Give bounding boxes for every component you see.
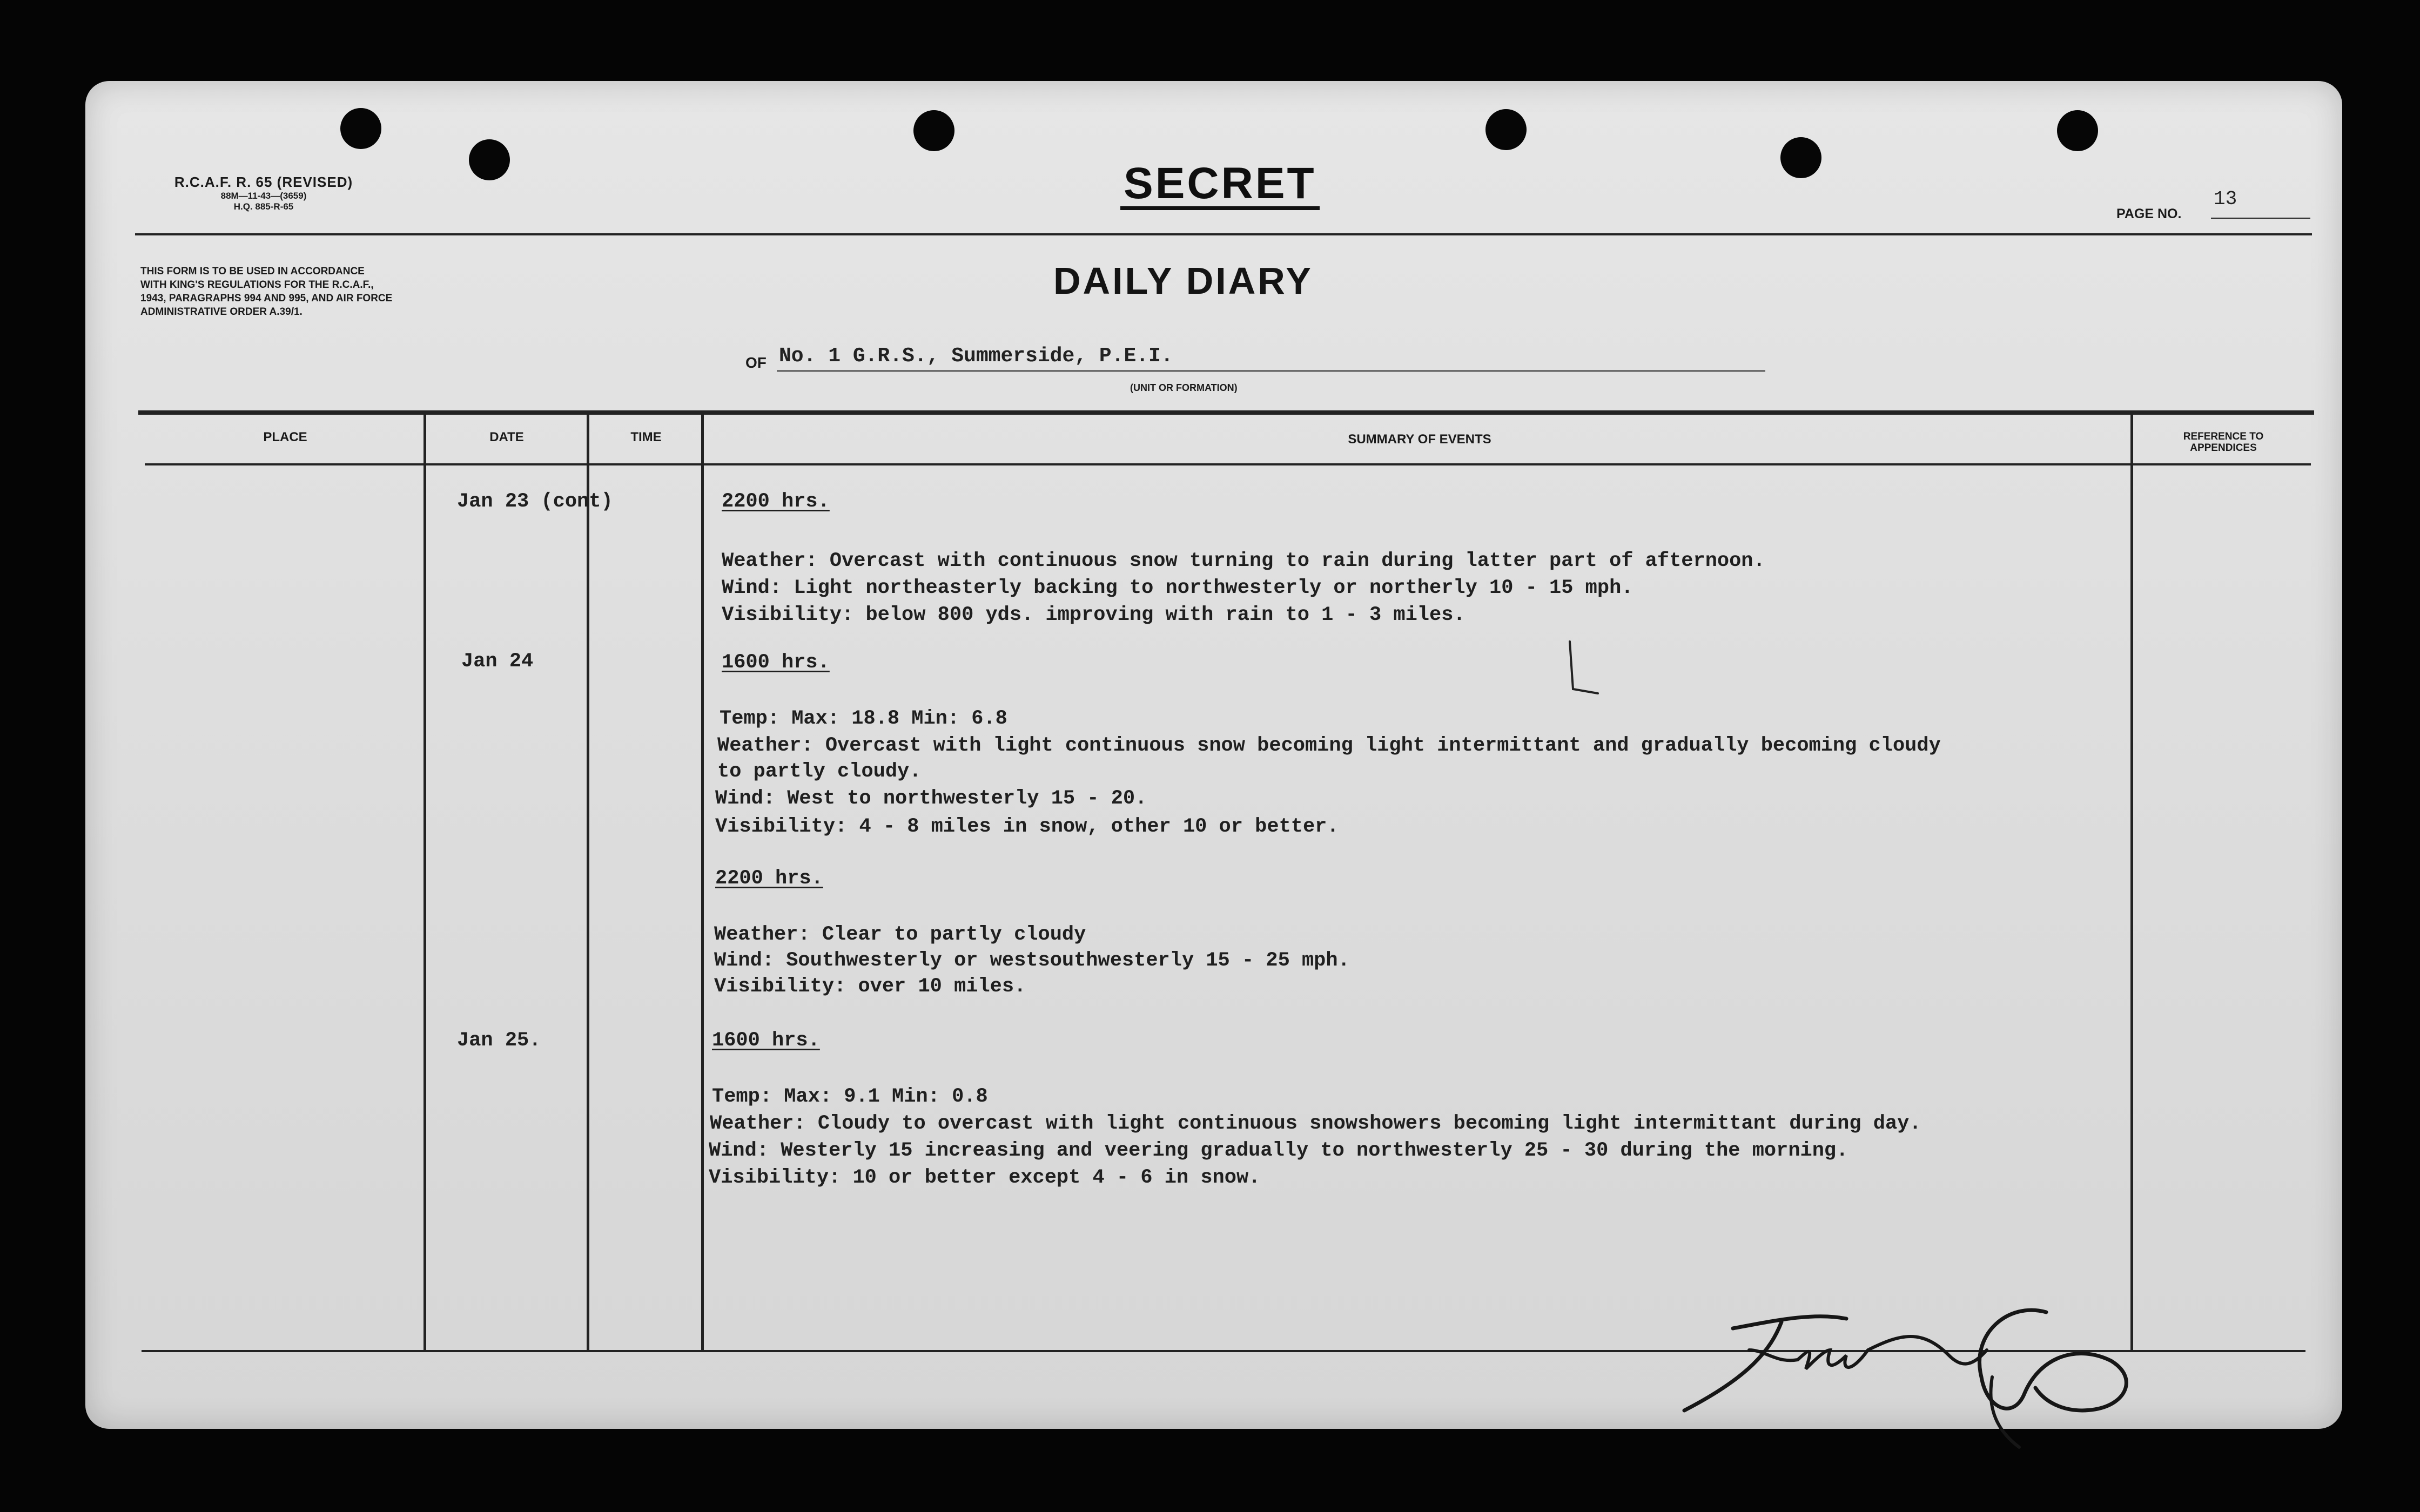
- report-line: Wind: Light northeasterly backing to northwesterly or northerly 10 - 15 mph.: [722, 577, 1634, 599]
- table-top-rule: [138, 410, 2314, 415]
- report-line: Visibility: 4 - 8 miles in snow, other 10 or better.: [715, 815, 1339, 838]
- report-line: Visibility: below 800 yds. improving with rain to 1 - 3 miles.: [722, 604, 1466, 626]
- report-line: Weather: Clear to partly cloudy: [714, 923, 1086, 946]
- header-rule: [135, 233, 2312, 235]
- classification-stamp: SECRET: [1120, 161, 1320, 210]
- column-divider-time: [701, 414, 704, 1351]
- punch-hole: [469, 139, 510, 180]
- column-divider-date: [587, 414, 589, 1351]
- regulation-note: THIS FORM IS TO BE USED IN ACCORDANCE WITH KING'S REGULATIONS FOR THE R.C.A.F., 1943, PARAGRAPHS 994 AND 995, AND AIR FORCE ADMINISTRATIVE ORDER A.39/1.: [140, 266, 393, 318]
- punch-hole: [1485, 109, 1527, 150]
- page-number-value: 13: [2214, 188, 2237, 210]
- report-time: 2200 hrs.: [722, 490, 830, 513]
- column-header-date: DATE: [489, 430, 524, 444]
- diary-sheet: [85, 81, 2342, 1429]
- column-header-reference: REFERENCE TO APPENDICES: [2183, 431, 2264, 454]
- report-line: Weather: Overcast with continuous snow turning to rain during latter part of afternoon.: [722, 550, 1765, 572]
- report-line: Temp: Max: 18.8 Min: 6.8: [720, 707, 1007, 730]
- check-mark: [1560, 637, 1603, 697]
- punch-hole: [340, 108, 381, 149]
- unit-line: [777, 370, 1765, 372]
- column-header-rule: [145, 463, 2311, 465]
- page-title: DAILY DIARY: [1053, 260, 1313, 302]
- commanding-officer-signature: [1668, 1269, 2165, 1485]
- form-number: R.C.A.F. R. 65 (REVISED): [174, 174, 353, 190]
- print-code: 88M—11-43—(3659): [220, 191, 307, 201]
- report-line: Weather: Cloudy to overcast with light continuous snowshowers becoming light intermittant during day.: [710, 1112, 1921, 1135]
- report-time: 1600 hrs.: [712, 1029, 820, 1052]
- punch-hole: [1780, 137, 1821, 178]
- hq-reference: H.Q. 885-R-65: [233, 201, 294, 212]
- form-identification: [150, 174, 377, 212]
- report-time: 1600 hrs.: [722, 651, 830, 674]
- punch-hole: [913, 110, 954, 151]
- entry-date: Jan 23 (cont): [457, 490, 613, 513]
- report-line: Wind: West to northwesterly 15 - 20.: [715, 787, 1147, 810]
- entry-date: Jan 24: [461, 650, 534, 673]
- report-line: Wind: Westerly 15 increasing and veering gradually to northwesterly 25 - 30 during the morning.: [709, 1139, 1848, 1162]
- report-line: to partly cloudy.: [717, 760, 922, 783]
- report-line: Temp: Max: 9.1 Min: 0.8: [712, 1085, 988, 1108]
- column-divider-summary: [2130, 414, 2133, 1351]
- report-line: Wind: Southwesterly or westsouthwesterly 15 - 25 mph.: [714, 949, 1350, 972]
- entry-date: Jan 25.: [457, 1029, 541, 1052]
- report-line: Weather: Overcast with light continuous snow becoming light intermittant and gradually becoming cloudy: [717, 734, 1941, 757]
- column-header-time: TIME: [630, 430, 662, 444]
- page-number-label: PAGE NO.: [2116, 206, 2182, 221]
- unit-caption: (UNIT OR FORMATION): [1130, 382, 1238, 393]
- report-time: 2200 hrs.: [715, 867, 823, 890]
- of-label: OF: [745, 354, 767, 371]
- punch-hole: [2057, 110, 2098, 151]
- column-header-place: PLACE: [263, 430, 307, 444]
- page-number-line: [2211, 218, 2310, 219]
- column-divider-place: [424, 414, 426, 1351]
- unit-name: No. 1 G.R.S., Summerside, P.E.I.: [779, 345, 1173, 368]
- column-header-summary: SUMMARY OF EVENTS: [1348, 432, 1491, 447]
- report-line: Visibility: over 10 miles.: [714, 975, 1026, 998]
- report-line: Visibility: 10 or better except 4 - 6 in snow.: [709, 1166, 1261, 1189]
